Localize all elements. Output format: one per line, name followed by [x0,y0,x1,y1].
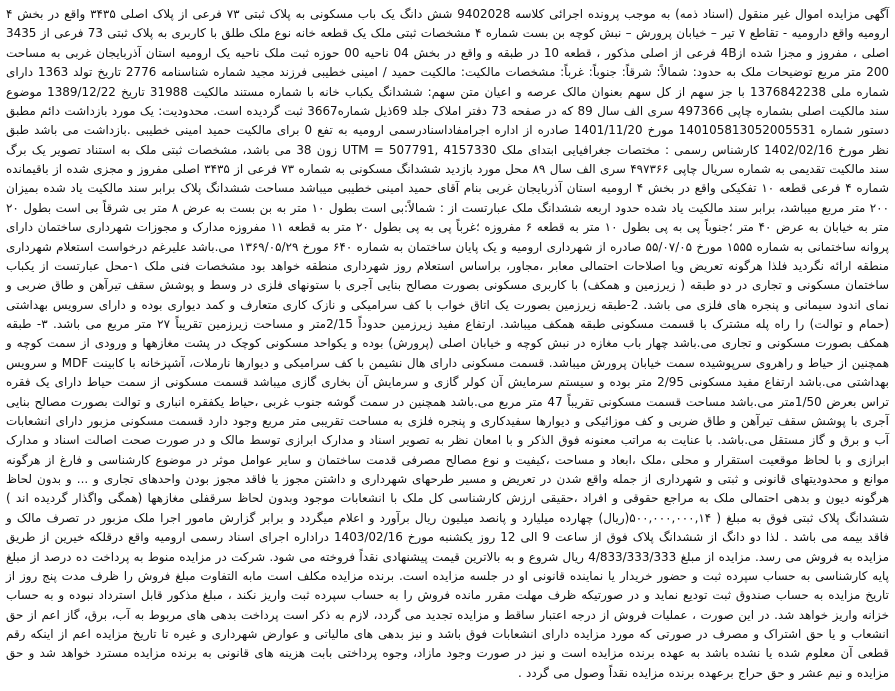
auction-notice-text: آگهی مزایده اموال غیر منقول (اسناد ذمه) به موجب پرونده اجرائی کلاسه 9402028 شش دانگ یک باب مسکونی به پلاک ثبتی ۷۳ فرعی از پلاک اصلی ۳۴۳۵ واقع در بخش ۴ ارومیه واقع دارومیه - تقاطع ۷ تیر – خیابان پرورش – نبش کوچه بن بست شماره ۴ مشخصات ثبتی ملک یک قطعه خانه نوع ملک طلق با کاربری به پلاک ثبتی 73 فرعی از 3435 اصلی ، مفروز و مجزا شده از4B فرعی از اصلی مذکور ، قطعه 10 در طبقه و واقع در بخش 04 ناحیه 00 حوزه ثبت ملک ناحیه یک ارومیه استان آذربایجان غربی به مساحت 200 متر مربع توضیحات ملک به حدود: شمالاً: شرقاً: جنوباً: غرباً: مشخصات مالکیت: مالکیت حمید / امینی خطیبی فرزند مجید شماره شناسنامه 2776 تاریخ تولد 1363 دارای شماره ملی 1376842238 با جز سهم از کل سهم بعنوان مالک عرصه و اعیان متن سهم: ششدانگ یکباب خانه با شماره مستند مالکیت 31988 تاریخ 1389/12/22 موضوع سند مالکیت اصلی بشماره چاپی 497366 سری الف سال 89 که در صفحه 73 دفتر املاک جلد 69ذیل شماره3667 ثبت گردیده است. محدودیت: یک مورد بازداشت دائم مطبق دستور شماره 140105813052005531 مورخ 1401/11/20 صادره از اداره اجرامفاداسنادرسمی ارومیه به تفع 0 برای مالکیت حمید امینی خطیبی .بازداشت می باشد طبق نظر مورخ 1402/02/16 کارشناس رسمی : مختصات جغرافیایی ابتدای ملک 4157330 ,507791 = UTM زون 38 می باشد، مشخصات ثبتی ملک به استناد تصویر یک برگ سند مالکیت تقدیمی به شماره سریال چاپی ۴۹۷۳۶۶ سری الف سال ۸۹ محل مورد بازدید ششدانگ مسکونی به شماره ۷۳ فرعی از ۳۴۳۵ اصلی مفروز و مجزی شده از باقیمانده شماره ۴ فرعی قطعه ۱۰ تفکیکی واقع در بخش ۴ ارومیه استان آذربایجان غربی بنام آقای حمید امینی خطیبی میباشد مساحت ششدانگ پلاک برابر سند مالکیت یاد شده بمیزان ۲۰۰ متر مربع میباشد، برابر سند مالکیت یاد شده حدود اربعه ششدانگ ملک عبارتست از : شمالاً:بی است بطول ۱۰ متر به بن بست به عرض ۸ متر بی شرقاً بی است بطول ۲۰ متر به خیابان به عرض ۴۰ متر ؛جنوباً پی به پی بطول ۱۰ متر به قطعه ۶ مفروزه ؛غرباً پی به پی بطول ۲۰ متر به قطعه ۱۱ مفروزه مدارک و مجوزات شهرداری ساختمان دارای پروانه ساختمانی به شماره ۱۵۵۵ مورخ ۵۵/۰۷/۰۵ صادره از شهرداری ارومیه و یک پایان ساختمان به شماره ۶۴۰ مورخ ۱۳۶۹/۰۵/۲۹ می.باشد علیرغم درخواست استعلام شهرداری منطقه ارائه نگردید فلذا هرگونه تعریض ویا اصلاحات احتمالی معابر ،مجاور، براساس استعلام روز شهرداری منطقه خواهد بود مشخصات فنی ملک ۱-محل عبارتست از یکباب ساختمان مسکونی و تجاری در دو طبقه ( زیرزمین و همکف) با کاربری مسکونی بصورت مصالح بنایی آجری با ستونهای فلزی در وسط و پوشش سقف تیرآهن و طاق ضربی و نمای اندود سیمانی و پنجره های فلزی می باشد. 2-طبقه زیرزمین بصورت یک اتاق خواب با کف سرامیکی و نازک کاری متعارف و کمد دیواری بوده و دارای سرویس بهداشتی (حمام و توالت) را راه پله مشترک با قسمت مسکونی طبقه همکف میباشد. ارتفاع مفید زیرزمین حدوداً 2/15متر و مساحت زیرزمین تقریباً ۲۷ متر مربع می باشد. ۳- طبقه همکف بصورت مسکونی و تجاری می.باشد چهار باب مغازه در نبش کوچه و خیابان اصلی (پرورش) بوده و یکواحد مسکونی کوچک در پشت مغازهها و ورودی از سمت کوچه و همچنین از حیاط و راهروی سرپوشیده سمت خیابان پرورش میباشد. قسمت مسکونی دارای هال نشیمن با کف سرامیکی و دیوارها نارملات، آشپزخانه با کابینت MDF و سرویس بهداشتی می.باشد ارتفاع مفید مسکونی 2/95 متر بوده و سیستم سرمایش آن کولر گازی و سرمایش آن بخاری گازی میباشد قسمت مسکونی از سمت حیاط دارای یک فقره تراس بعرض 1/50متر می.باشد مساحت قسمت مسکونی تقریباً 47 متر مربع می.باشد همچنین در سمت گوشه جنوب غربی ،حیاط یکفقره انباری و توالت بصورت مصالح بنایی آجری با پوشش سقف تیرآهن و طاق ضربی و کف موزائیکی و دیوارها سفیدکاری و پنجره فلزی به مساحت تقریبی متر مربع وجود دارد قسمت مسکونی مزبور دارای انشعابات آب و برق و گاز مستقل می.باشد. با عنایت به مراتب معنونه فوق الذکر و با امعان نظر به تصویر اسناد و مدارک ابرازی توسط مالک و در صورت صحت اصالت اسناد و مدارک ابرازی و با لحاظ موقعیت استقرار و محلی ،ملک ،ابعاد و مساحت ،کیفیت و نوع مصالح مصرفی قدمت ساختمان و سایر عوامل موثر در موضوع کارشناسی و فارغ از هرگونه موانع و محدودیتهای قانونی و ثبتی و شهرداری از جمله واقع شدن در تعریض و مسیر طرحهای شهرداری و داشتن مجوز یا فاقد مجوز بودن واحدهای تجاری و ... و بدون لحاظ هرگونه دیون و بدهی احتمالی ملک به مراجع حقوقی و افراد ،حقیقی ارزش کارشناسی کل ملک با انشعابات موجود وبدون لحاظ سرقفلی مغازهها (همگی واگذار گردیده اند ) ششدانگ پلاک ثبتی فوق به مبلغ ( ۵۰۰,۰۰۰,۰۰۰,۱۴(ریال) چهارده میلیارد و پانصد میلیون ریال برآورد و اعلام میگردد و برابر گزارش مامور اجرا ملک مزبور در تصرف مالک و فاقد بیمه می باشد . لذا دو دانگ از ششدانگ پلاک فوق از ساعت 9 الی 12 روز یکشنبه مورخ 1403/02/16 دراداره اجرای اسناد رسمی ارومیه واقع درقلکه خیرین از طریق مزایده به فروش می رسد. مزایده از مبلغ 4/833/333/333 ریال شروع و به بالاترین قیمت پیشنهادی نقداً فروخته می شود. شرکت در مزایده منوط به پرداخت ده درصد از مبلغ پایه کارشناسی به حساب سپرده ثبت و حضور خریدار یا نماینده قانونی او در جلسه مزایده است. برنده مزایده مکلف است مابه التفاوت مبلغ فروش را ظرف مدت پنج روز از تاریخ مزایده به حساب صندوق ثبت تودیع نماید و در صورتیکه ظرف مهلت مقرر مانده فروش را به حساب سپرده ثبت واریز نکند ، مبلغ مذکور قابل استرداد نبوده و به حساب خزانه واریز خواهد شد. در این صورت ، عملیات فروش از درجه اعتبار ساقط و مزایده تجدید می گردد، لازم به ذکر است پرداخت بدهی های مربوط به آب، برق، گاز اعم از حق انشعاب و یا حق اشتراک و مصرف در صورتی که مورد مزایده دارای انشعابات فوق باشد و نیز بدهی های مالیاتی و عوارض شهرداری و غیره تا تاریخ مزایده اعم از اینکه رقم قطعی آن معلوم شده یا نشده باشد به عهده برنده مزایده است و نیز در صورت وجود مازاد، وجوه پرداختی بابت هزینه های قانونی به برنده مزایده مسترد خواهد شد و حق مزایده و نیم عشر و حق حراج برعهده برنده مزایده نقداً وصول می گردد . [6,7,890,680]
